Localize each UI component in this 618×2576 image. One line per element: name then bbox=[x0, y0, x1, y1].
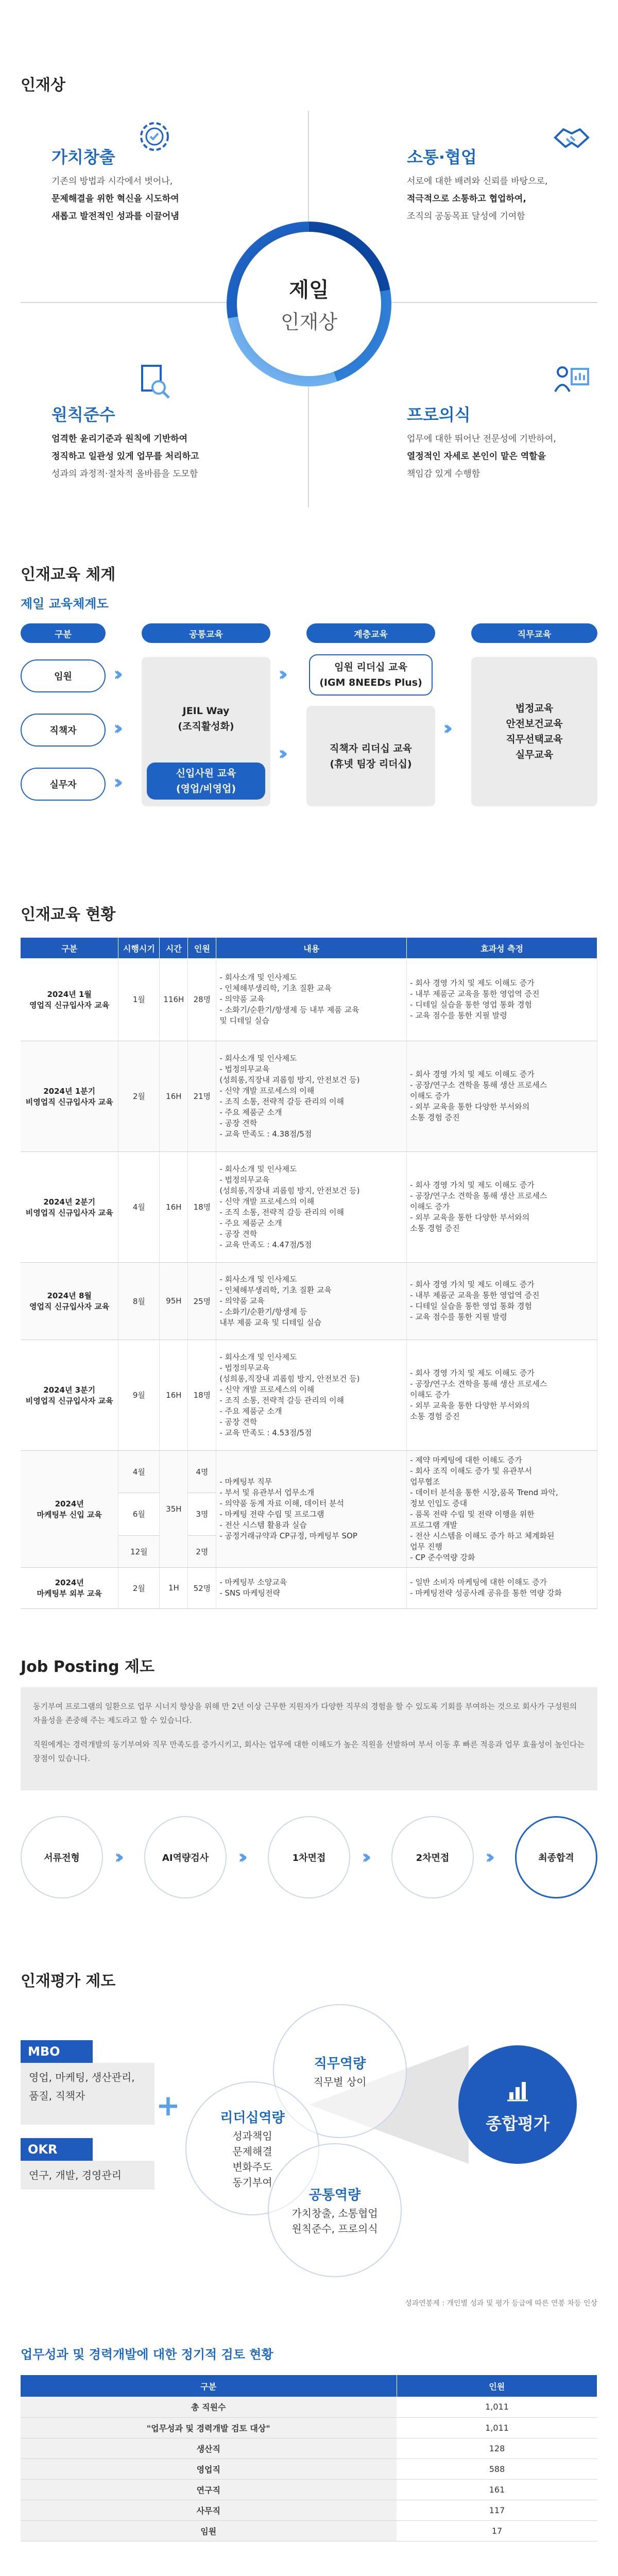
edustat-title: 인재교육 현황 bbox=[21, 906, 116, 924]
table-row: 2024년 마케팅부 외부 교육 2월 1H 52명 - 마케팅부 소양교육 - SNS 마케팅전략 - 일반 소비자 마케팅에 대한 이해도 증가 - 마케팅전략 성공사례 공유를 통한 역량 강화 bbox=[21, 1567, 597, 1608]
col-header: 인원 bbox=[397, 2375, 597, 2397]
jobpost-para: 직원에게는 경력개발의 동기부여와 직무 만족도를 증가시키고, 회사는 업무에 대한 이해도가 높은 직원을 선발하여 부서 이동 후 빠른 적응과 업무 효율성이 높인다는 장점이 있습니다. bbox=[33, 1740, 585, 1763]
step-interview-2: 2차면접 bbox=[391, 1816, 474, 1899]
col-header: 구분 bbox=[21, 938, 118, 958]
chevron-icon: ›› bbox=[114, 1845, 118, 1868]
chevron-icon: ›› bbox=[485, 1845, 489, 1868]
value-desc-professionalism: 업무에 대한 뛰어난 전문성에 기반하여, 열정적인 자세로 본인이 맡은 역할을 책임감 있게 수행함 bbox=[407, 434, 556, 479]
new-hire-education-box: 신입사원 교육 (영업/비영업) bbox=[147, 762, 265, 800]
jobpost-description bbox=[21, 1687, 597, 1790]
step-ai-test: AI역량검사 bbox=[144, 1816, 227, 1899]
table-row: 연구직 161 bbox=[21, 2479, 597, 2500]
step-document: 서류전형 bbox=[21, 1816, 103, 1899]
edusys-title: 인재교육 체계 bbox=[21, 566, 116, 584]
col-header: 인원 bbox=[188, 938, 216, 958]
table-row: 2024년 2분기 비영업직 신규입사자 교육 4월 16H 18명 - 회사소개 및 인사제도 - 법정의무교육 (성희롱,직장내 괴롭힘 방지, 안전보건 등) - 신약 개발 프로세스의 이해 - 조직 소통, 전략적 갈등 관리의 이해 - 주요 제품군 소개 - 공장 견학 - 교육 만족도 : 4.47점/5점 - 회사 경영 가치 및 제도 이해도 증가 - 공장/연구소 견학을 통해 생산 프로세스 이해도 증가 - 외부 교육을 통한 다양한 부서와의 소통 경험 증진 bbox=[21, 1151, 597, 1262]
chevron-icon: ›› bbox=[113, 717, 117, 739]
step-final: 최종합격 bbox=[515, 1816, 597, 1899]
table-row: "업무성과 및 경력개발 검토 대상" 1,011 bbox=[21, 2417, 597, 2438]
value-title-professionalism: 프로의식 bbox=[407, 405, 471, 425]
chevron-icon: ›› bbox=[443, 717, 447, 739]
table-row: 2024년 8월 영업직 신규입사자 교육 8월 95H 25명 - 회사소개 및 인사제도 - 인체해부생리학, 기초 질환 교육 - 의약품 교육 - 소화기/순환기/항생제 등 내부 제품 교육 및 디테일 실습 - 회사 경영 가치 및 제도 이해도 증가 - 내부 제품군 교육을 통한 영업역 증진 - 디테일 실습을 통한 영업 통화 경험 - 교육 점수를 통한 지필 발령 bbox=[21, 1262, 597, 1340]
evaluation-note: 성과연봉제 : 개인별 성과 및 평가 등급에 따른 연봉 차등 인상 bbox=[405, 2299, 597, 2308]
chevron-icon: ›› bbox=[238, 1845, 242, 1868]
okr-desc: 연구, 개발, 경영관리 bbox=[21, 2161, 154, 2190]
education-status-table bbox=[21, 938, 597, 1609]
jobpost-title: Job Posting 제도 bbox=[21, 1658, 155, 1676]
common-education-box: JEIL Way (조직활성화) bbox=[142, 657, 270, 806]
value-title-principle: 원칙준수 bbox=[52, 405, 115, 425]
evalsys-title: 인재평가 제도 bbox=[21, 1972, 116, 1990]
value-title-communication: 소통·협업 bbox=[407, 147, 477, 167]
col-header: 내용 bbox=[216, 938, 407, 958]
header-job: 직무교육 bbox=[471, 623, 597, 643]
header-division: 구분 bbox=[21, 623, 106, 643]
center-circle bbox=[237, 232, 381, 376]
value-desc-communication: 서로에 대한 배려와 신뢰를 바탕으로, 적극적으로 소통하고 협업하여, 조직의 공동목표 달성에 기여함 bbox=[407, 176, 548, 222]
table-row: 사무직 117 bbox=[21, 2500, 597, 2520]
job-posting-section bbox=[0, 1638, 618, 1937]
center-title: 제일 bbox=[289, 278, 329, 302]
education-status-section bbox=[0, 886, 618, 1638]
document-search-icon bbox=[134, 361, 175, 402]
table-row: 2024년 마케팅부 신입 교육 4월 35H 4명 - 마케팅부 직무 - 부서 및 유관부서 업무소개 - 의약품 동계 자료 이해, 데이터 분석 - 마케팅 전략 수립 및 프로그램 - 전산 시스템 활용과 실습 - 공정거래규약과 CP규정, 마케팅부 SOP - 제약 마케팅에 대한 이해도 증가 - 회사 조직 이해도 증가 및 유관부서 업무협조 - 데이터 분석을 통한 시장,품목 Trend 파악, 정보 인입도 증대 - 품목 전략 수립 및 전략 이행을 위한 프로그램 개발 - 전산 시스템을 이해도 증가 하고 체계화된 업무 진행 - CP 준수역량 강화 bbox=[21, 1450, 597, 1493]
table-row: 총 직원수 1,011 bbox=[21, 2397, 597, 2417]
header-common: 공통교육 bbox=[142, 623, 270, 643]
table-row: 2024년 3분기 비영업직 신규입사자 교육 9월 16H 18명 - 회사소개 및 인사제도 - 법정의무교육 (성희롱,직장내 괴롭힘 방지, 안전보건 등) - 신약 개발 프로세스의 이해 - 조직 소통, 전략적 갈등 관리의 이해 - 주요 제품군 소개 - 공장 견학 - 교육 만족도 : 4.53점/5점 - 회사 경영 가치 및 제도 이해도 증가 - 공장/연구소 견학을 통해 생산 프로세스 이해도 증가 - 외부 교육을 통한 다양한 부서와의 소통 경험 증진 bbox=[21, 1340, 597, 1450]
edusys-subtitle: 제일 교육체계도 bbox=[21, 597, 109, 611]
value-desc-creation: 기존의 방법과 시각에서 벗어나, 문제해결을 위한 혁신을 시도하여 새롭고 발전적인 성과를 이끌어냄 bbox=[52, 176, 179, 222]
row-staff: 실무자 bbox=[21, 768, 106, 801]
overall-evaluation-circle: 종합평가 bbox=[458, 2045, 577, 2164]
mbo-label: MBO bbox=[21, 2040, 93, 2063]
chevron-icon: ›› bbox=[278, 663, 282, 685]
col-header: 시행시기 bbox=[118, 938, 160, 958]
col-header: 효과성 측정 bbox=[407, 938, 597, 958]
table-row: 임원 17 bbox=[21, 2520, 597, 2541]
chevron-icon: ›› bbox=[278, 742, 282, 765]
row-executive: 임원 bbox=[21, 659, 106, 692]
handshake-icon bbox=[551, 116, 592, 157]
jobpost-para: 동기부여 프로그램의 일환으로 업무 시너지 향상을 위해 만 2년 이상 근무한 지원자가 다양한 직무의 경험을 할 수 있도록 기회를 부여하는 것으로 회사가 구성원의 자율성을 존중해 주는 제도라고 할 수 있습니다. bbox=[33, 1702, 577, 1725]
chevron-icon: ›› bbox=[362, 1845, 366, 1868]
gear-icon bbox=[134, 116, 175, 157]
plus-icon: + bbox=[156, 2089, 180, 2123]
common-competency-circle: 공통역량 가치창출, 소통협업 원칙준수, 프로의식 bbox=[268, 2143, 402, 2277]
leadership-competency-circle: 리더십역량 성과책임 문제해결 변화주도 동기부여 bbox=[185, 2081, 319, 2215]
education-system-section bbox=[0, 515, 618, 886]
executive-leadership-box: 임원 리더십 교육 (IGM 8NEEDs Plus) bbox=[309, 654, 433, 696]
talent-section bbox=[0, 0, 618, 515]
step-interview-1: 1차면접 bbox=[268, 1816, 350, 1899]
review-section bbox=[0, 2339, 618, 2576]
table-row: 12월 2명 bbox=[21, 1535, 597, 1567]
row-manager: 직책자 bbox=[21, 714, 106, 747]
manager-leadership-box: 직책자 리더십 교육 (휴넷 팀장 리더십) bbox=[306, 706, 435, 806]
job-education-box: 법정교육 안전보건교육 직무선택교육 실무교육 bbox=[471, 657, 597, 806]
job-competency-circle: 직무역량 직무별 상이 bbox=[273, 2004, 407, 2138]
col-header: 구분 bbox=[21, 2375, 397, 2397]
header-level: 계층교육 bbox=[306, 623, 435, 643]
table-row: 2024년 1분기 비영업직 신규입사자 교육 2월 16H 21명 - 회사소개 및 인사제도 - 법정의무교육 (성희롱,직장내 괴롭힘 방지, 안전보건 등) - 신약 개발 프로세스의 이해 - 조직 소통, 전략적 갈등 관리의 이해 - 주요 제품군 소개 - 공장 견학 - 교육 만족도 : 4.38점/5점 - 회사 경영 가치 및 제도 이해도 증가 - 공장/연구소 견학을 통해 생산 프로세스 이해도 증가 - 외부 교육을 통한 다양한 부서와의 소통 경험 증진 bbox=[21, 1041, 597, 1151]
table-row: 2024년 1월 영업직 신규입사자 교육 1월 116H 28명 - 회사소개 및 인사제도 - 인체해부생리학, 기초 질환 교육 - 의약품 교육 - 소화기/순환기/항생제 등 내부 제품 교육 및 디테일 실습 - 회사 경영 가치 및 제도 이해도 증가 - 내부 제품군 교육을 통한 영업역 증진 - 디테일 실습을 통한 영업 통화 경험 - 교육 점수를 통한 지필 발령 bbox=[21, 958, 597, 1041]
table-row: 영업직 588 bbox=[21, 2459, 597, 2479]
chevron-icon: ›› bbox=[113, 771, 117, 793]
value-title-creation: 가치창출 bbox=[52, 147, 115, 167]
review-table bbox=[21, 2375, 597, 2541]
evaluation-section bbox=[0, 1937, 618, 2339]
mbo-desc: 영업, 마케팅, 생산관리, 품질, 직책자 bbox=[21, 2063, 154, 2125]
okr-label: OKR bbox=[21, 2138, 93, 2161]
chart-icon bbox=[502, 2075, 533, 2106]
talent-title: 인재상 bbox=[21, 76, 65, 94]
chevron-icon: ›› bbox=[113, 663, 117, 685]
value-desc-principle: 엄격한 윤리기준과 원칙에 기반하여 정직하고 일관성 있게 업무를 처리하고 성과의 과정적·절차적 올바름을 도모함 bbox=[52, 434, 199, 479]
col-header: 시간 bbox=[160, 938, 188, 958]
presentation-icon bbox=[551, 361, 592, 402]
table-row: 생산직 128 bbox=[21, 2438, 597, 2459]
review-title: 업무성과 및 경력개발에 대한 정기적 검토 현황 bbox=[21, 2347, 273, 2362]
table-row: 6월 3명 bbox=[21, 1493, 597, 1536]
center-subtitle: 인재상 bbox=[280, 311, 338, 333]
